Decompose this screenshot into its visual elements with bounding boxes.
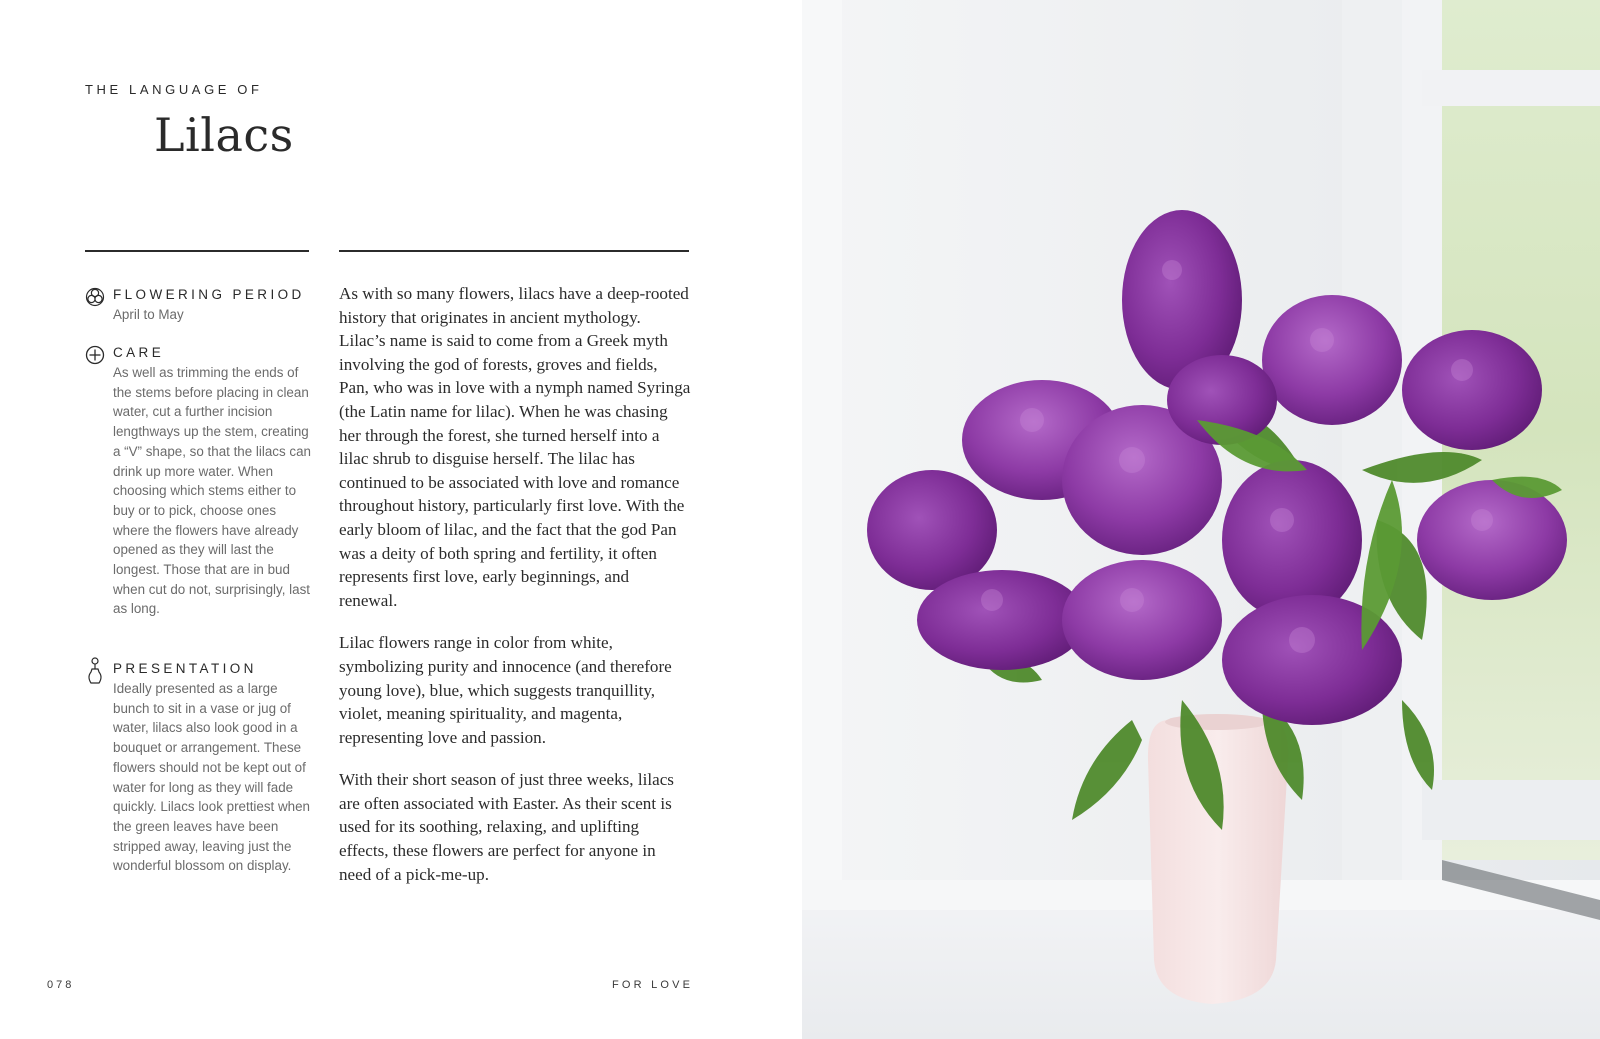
info-text: As well as trimming the ends of the stems before placing in clean water, cut a further incision lengthways up the stem, creating a “V” shape, so that the lilacs can drink up more water. When choosing which stems either to buy or to pick, choose ones where the flowers have already opened as they will last the longest. Those that are in bud when cut do not, surprisingly, last as long. [113, 365, 311, 617]
lilac-photo [802, 0, 1600, 1039]
body-divider [339, 250, 689, 252]
info-heading: FLOWERING PERIOD [113, 287, 305, 302]
page-title: Lilacs [154, 108, 294, 162]
body-paragraph: Lilac flowers range in color from white, symbolizing purity and innocence (and therefore young love), blue, which suggests tranquillity, violet, meaning spirituality, and magenta, representing love and passion. [339, 633, 672, 747]
info-text: Ideally presented as a large bunch to sit in a vase or jug of water, lilacs also look good in a bouquet or arrangement. These flowers should not be kept out of water for long as they will fade quickly. Lilacs look prettiest when the green leaves have been stripped away, leaving just the wonderful blossom on display. [113, 681, 310, 874]
info-text: April to May [113, 307, 184, 322]
body-paragraph: With their short season of just three weeks, lilacs are often associated with Easter. As their scent is used for its soothing, relaxing, and uplifting effects, these flowers are perfect for anyone in need of a pick-me-up. [339, 770, 674, 884]
body-paragraph: As with so many flowers, lilacs have a deep-rooted history that originates in ancient mythology. Lilac’s name is said to come from a Greek myth involving the god of forests, groves and fields, Pan, who was in love with a nymph named Syringa (the Latin name for lilac). When he was chasing her through the forest, she turned herself into a lilac shrub to disguise herself. The lilac has continued to be associated with love and romance throughout history, particularly first love. With the early bloom of lilac, and the fact that the god Pan was a deity of both spring and fertility, it often represents first love, early beginnings, and renewal. [339, 284, 691, 610]
section-title: FOR LOVE [612, 979, 694, 991]
sidebar-divider [85, 250, 309, 252]
plus-circle-icon [85, 344, 105, 366]
page-number: 078 [47, 979, 75, 991]
vase-icon [85, 657, 105, 687]
info-heading: PRESENTATION [113, 661, 257, 676]
info-sidebar [85, 285, 315, 876]
lilac-bouquet-image [802, 0, 1600, 1039]
flower-icon [85, 286, 105, 308]
flowering-period-block [85, 285, 315, 343]
title-kicker: THE LANGUAGE OF [85, 82, 263, 97]
care-block [85, 343, 315, 659]
presentation-block [85, 659, 315, 876]
body-text [339, 282, 691, 905]
info-heading: CARE [113, 345, 165, 360]
